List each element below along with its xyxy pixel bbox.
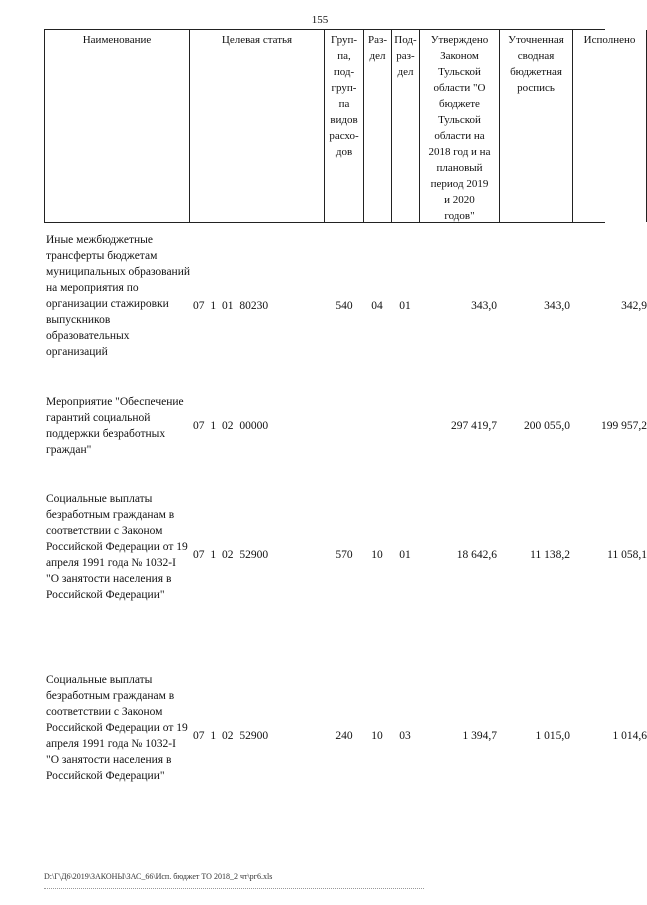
row-refined: 343,0 — [544, 300, 570, 312]
row-executed: 11 058,1 — [607, 549, 647, 561]
row-name: Мероприятие "Обеспечение гарантий социальной поддержки безработных граждан" — [46, 396, 184, 456]
header-name: Наименование — [44, 30, 189, 222]
table-row — [44, 232, 647, 378]
table-header — [44, 29, 636, 223]
file-path-footer: D:\Г\Д6\2019\ЗАКОНЫ\ЗАС_66\Исп. бюджет ТО 2018_2 чт\рг6.xls — [44, 872, 273, 881]
row-approved: 343,0 — [471, 300, 497, 312]
row-name: Социальные выплаты безработным гражданам в соответствии с Законом Российской Федерации от 19 апреля 1991 года № 1032-I "О занятости населения в Российской Федерации" — [46, 493, 188, 601]
row-subsection: 03 — [399, 730, 411, 742]
row-section: 10 — [371, 730, 383, 742]
header-approved: Утверждено Законом Тульской области "О бюджете Тульской области на 2018 год и на плановый период 2019 и 2020 годов" — [419, 30, 499, 222]
header-executed: Исполнено — [572, 30, 647, 222]
row-approved: 297 419,7 — [451, 420, 497, 432]
row-approved: 1 394,7 — [462, 730, 497, 742]
row-name: Иные межбюджетные трансферты бюджетам муниципальных образований на мероприятия по организации стажировки выпускников образовательных организаций — [46, 234, 191, 358]
row-executed: 1 014,6 — [612, 730, 647, 742]
footer-divider — [44, 888, 424, 889]
row-code: 07 1 02 52900 — [193, 549, 269, 561]
header-expense-group: Груп- па, под- груп- па видов расхо- дов — [324, 30, 363, 222]
header-subsection: Под- раз- дел — [391, 30, 419, 222]
row-section: 04 — [371, 300, 383, 312]
page-number: 155 — [311, 14, 329, 26]
row-subsection: 01 — [399, 549, 411, 561]
header-section: Раз- дел — [363, 30, 391, 222]
table-row — [44, 491, 647, 621]
row-refined: 11 138,2 — [530, 549, 570, 561]
table-row — [44, 394, 647, 460]
row-refined: 200 055,0 — [524, 420, 570, 432]
row-refined: 1 015,0 — [535, 730, 570, 742]
header-target-article: Целевая статья — [189, 30, 324, 222]
row-code: 07 1 02 52900 — [193, 730, 269, 742]
row-code: 07 1 02 00000 — [193, 420, 269, 432]
row-approved: 18 642,6 — [456, 549, 497, 561]
row-group: 570 — [335, 549, 353, 561]
row-executed: 342,9 — [621, 300, 647, 312]
row-section: 10 — [371, 549, 383, 561]
row-subsection: 01 — [399, 300, 411, 312]
row-group: 540 — [335, 300, 353, 312]
header-refined: Уточненная сводная бюджетная роспись — [499, 30, 572, 222]
row-code: 07 1 01 80230 — [193, 300, 269, 312]
table-row — [44, 672, 647, 802]
row-executed: 199 957,2 — [601, 420, 647, 432]
row-group: 240 — [335, 730, 353, 742]
row-name: Социальные выплаты безработным гражданам в соответствии с Законом Российской Федерации от 19 апреля 1991 года № 1032-I "О занятости населения в Российской Федерации" — [46, 674, 188, 782]
